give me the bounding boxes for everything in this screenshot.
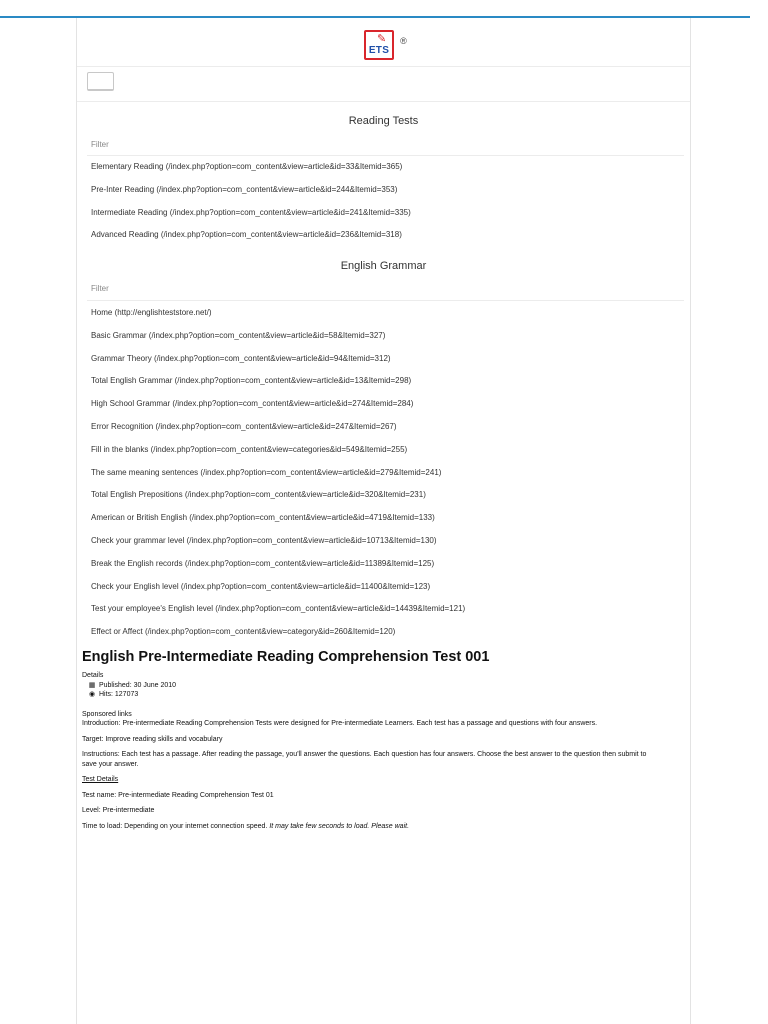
- article: [82, 646, 662, 831]
- menu-item[interactable]: Break the English records (/index.php?option=com_content&view=article&id=11389&Itemid=125): [91, 558, 435, 568]
- published-text: Published: 30 June 2010: [98, 681, 177, 689]
- logo-row: [77, 18, 690, 67]
- calendar-icon: ▦: [88, 681, 96, 689]
- target-text: Target: Improve reading skills and vocabulary: [82, 735, 223, 743]
- pencil-icon: ✎: [377, 33, 387, 45]
- menu-item[interactable]: American or British English (/index.php?option=com_content&view=article&id=4719&Itemid=133): [91, 513, 435, 523]
- divider: [87, 300, 684, 301]
- menu-item[interactable]: Home (http://englishteststore.net/): [91, 308, 212, 317]
- menu-item[interactable]: The same meaning sentences (/index.php?option=com_content&view=article&id=279&Itemid=241): [91, 467, 442, 477]
- divider: [87, 155, 684, 156]
- article-details: [82, 671, 662, 700]
- published-date: [82, 681, 662, 691]
- introduction-text: Introduction: Pre-intermediate Reading Comprehension Tests were designed for Pre-intermediate Learners. Each test has a passage and questions with four answers.: [82, 720, 598, 727]
- menu-item[interactable]: Total English Prepositions (/index.php?option=com_content&view=article&id=320&Itemid=231): [91, 490, 426, 500]
- menu-item[interactable]: Fill in the blanks (/index.php?option=com_content&view=categories&id=549&Itemid=255): [91, 444, 408, 454]
- english-grammar-filter[interactable]: Filter: [91, 284, 109, 293]
- reading-tests-list: [91, 161, 684, 252]
- sponsored-label: Sponsored links: [82, 710, 132, 718]
- menu-item[interactable]: Advanced Reading (/index.php?option=com_content&view=article&id=236&Itemid=318): [91, 230, 402, 240]
- logo-text: ETS: [368, 45, 390, 56]
- reading-tests-title: Reading Tests: [348, 115, 419, 127]
- time-prefix: Time to load: Depending on your internet connection speed.: [82, 822, 268, 830]
- menu-item[interactable]: Effect or Affect (/index.php?option=com_content&view=category&id=260&Itemid=120): [91, 627, 396, 637]
- registered-mark: ®: [400, 36, 407, 46]
- menu-item[interactable]: Basic Grammar (/index.php?option=com_content&view=article&id=58&Itemid=327): [91, 330, 386, 340]
- menu-item[interactable]: Elementary Reading (/index.php?option=com_content&view=article&id=33&Itemid=365): [91, 162, 403, 171]
- menu-item[interactable]: Total English Grammar (/index.php?option=com_content&view=article&id=13&Itemid=298): [91, 376, 412, 386]
- page-container: [76, 18, 691, 1024]
- menu-item[interactable]: High School Grammar (/index.php?option=com_content&view=article&id=274&Itemid=284): [91, 399, 414, 409]
- english-grammar-title: English Grammar: [340, 260, 427, 272]
- menu-item[interactable]: Test your employee's English level (/index.php?option=com_content&view=article&id=14439&Itemid=121): [91, 604, 466, 614]
- test-name-text: Test name: Pre-intermediate Reading Comprehension Test 01: [82, 791, 274, 799]
- eye-icon: ◉: [88, 691, 96, 698]
- details-label: Details: [82, 672, 104, 679]
- reading-tests-filter[interactable]: Filter: [91, 140, 109, 149]
- site-logo[interactable]: [364, 30, 394, 60]
- hits-text: Hits: 127073: [98, 691, 139, 698]
- menu-item[interactable]: Grammar Theory (/index.php?option=com_content&view=article&id=94&Itemid=312): [91, 353, 391, 363]
- article-title: English Pre-Intermediate Reading Comprehension Test 001: [82, 649, 490, 665]
- level-text: Level: Pre-intermediate: [82, 807, 155, 814]
- time-note: It may take few seconds to load. Please wait.: [269, 822, 410, 830]
- english-grammar-list: [91, 307, 684, 649]
- menu-item[interactable]: Pre-Inter Reading (/index.php?option=com_content&view=article&id=244&Itemid=353): [91, 184, 398, 194]
- toolbar-row: [77, 67, 690, 102]
- test-details-heading: Test Details: [82, 776, 119, 783]
- time-to-load: [82, 822, 662, 832]
- menu-item[interactable]: Error Recognition (/index.php?option=com_content&view=article&id=247&Itemid=267): [91, 421, 397, 431]
- hits-count: [82, 690, 662, 700]
- menu-item[interactable]: Check your English level (/index.php?option=com_content&view=article&id=11400&Itemid=123): [91, 581, 431, 591]
- sponsored-links: [82, 710, 662, 729]
- menu-item[interactable]: Check your grammar level (/index.php?option=com_content&view=article&id=10713&Itemid=130): [91, 535, 437, 545]
- menu-item[interactable]: Intermediate Reading (/index.php?option=com_content&view=article&id=241&Itemid=335): [91, 207, 411, 217]
- menu-toggle-button[interactable]: [87, 72, 114, 91]
- instructions-text: Instructions: Each test has a passage. After reading the passage, you'll answer the questions. Each question has four answers. Choose the best answer to the question then submit to save your answer.: [82, 751, 647, 768]
